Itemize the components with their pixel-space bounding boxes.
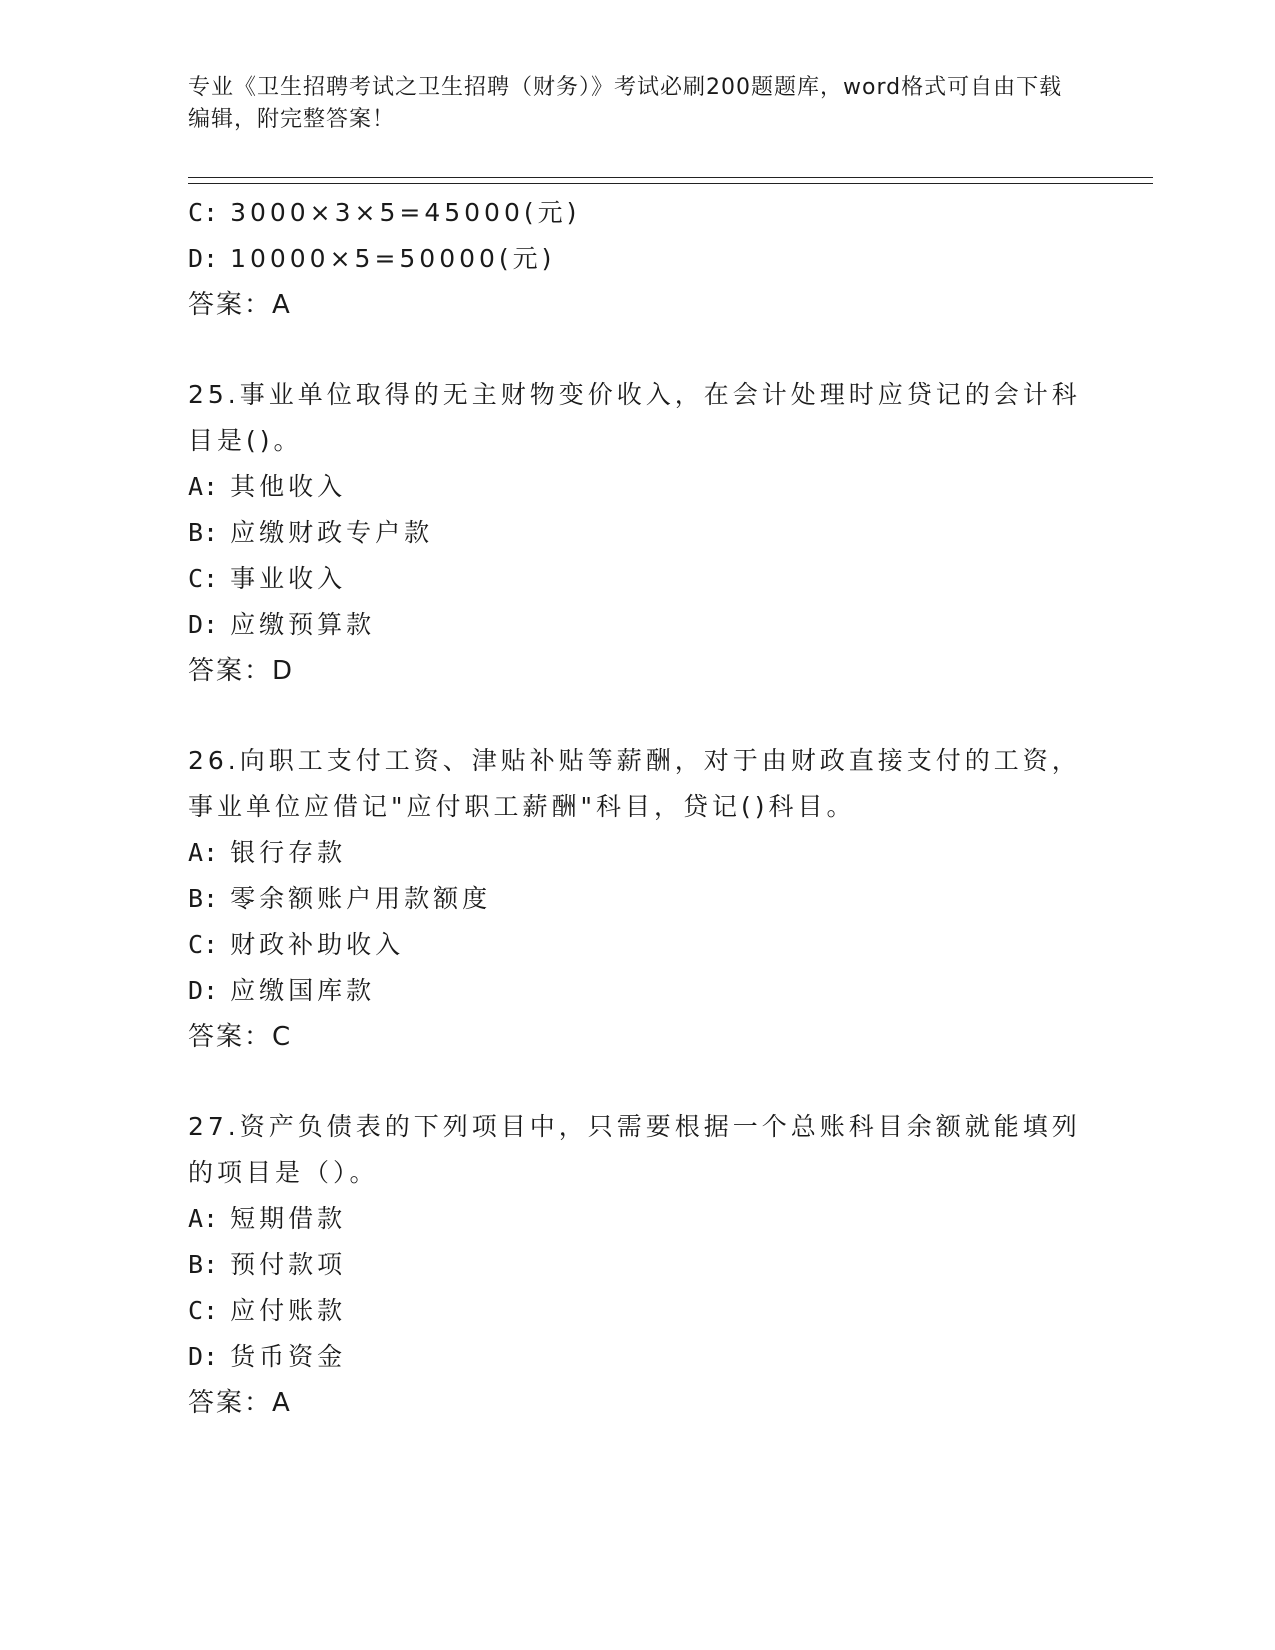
option-d bbox=[188, 968, 1088, 1014]
question-stem-line: 25.事业单位取得的无主财物变价收入，在会计处理时应贷记的会计科 bbox=[188, 380, 1081, 409]
option-text: 银行存款 bbox=[230, 838, 347, 867]
option-text: 10000×5=50000(元) bbox=[230, 244, 556, 273]
option-c bbox=[188, 190, 1088, 236]
option-label: C: bbox=[188, 198, 219, 227]
option-label: D: bbox=[188, 1342, 219, 1371]
option-b bbox=[188, 510, 1088, 556]
answer-line: 答案：D bbox=[188, 656, 295, 686]
answer-line: 答案：A bbox=[188, 290, 292, 320]
option-d bbox=[188, 1334, 1088, 1380]
option-label: A: bbox=[188, 838, 219, 867]
question-stem-line: 的项目是（）。 bbox=[188, 1158, 379, 1187]
option-label: C: bbox=[188, 564, 219, 593]
prev-question-block bbox=[188, 190, 1088, 328]
header-divider-top bbox=[188, 177, 1153, 178]
option-text: 应付账款 bbox=[230, 1296, 347, 1325]
option-text: 预付款项 bbox=[230, 1250, 347, 1279]
option-text: 3000×3×5=45000(元) bbox=[230, 198, 581, 227]
question-list bbox=[188, 190, 1088, 1426]
option-text: 货币资金 bbox=[230, 1342, 347, 1371]
option-label: D: bbox=[188, 244, 219, 273]
option-text: 短期借款 bbox=[230, 1204, 347, 1233]
option-label: B: bbox=[188, 1250, 219, 1279]
option-a bbox=[188, 1196, 1088, 1242]
option-label: D: bbox=[188, 976, 219, 1005]
header-divider-bottom bbox=[188, 183, 1153, 184]
option-label: C: bbox=[188, 1296, 219, 1325]
option-label: C: bbox=[188, 930, 219, 959]
option-text: 零余额账户用款额度 bbox=[230, 884, 492, 913]
option-d bbox=[188, 602, 1088, 648]
option-a bbox=[188, 830, 1088, 876]
option-d bbox=[188, 236, 1088, 282]
option-a bbox=[188, 464, 1088, 510]
option-text: 应缴国库款 bbox=[230, 976, 376, 1005]
option-text: 应缴财政专户款 bbox=[230, 518, 434, 547]
option-label: A: bbox=[188, 472, 219, 501]
answer-line: 答案：C bbox=[188, 1022, 293, 1052]
question-27 bbox=[188, 1104, 1088, 1426]
question-stem-line: 目是()。 bbox=[188, 426, 303, 455]
option-label: B: bbox=[188, 518, 219, 547]
option-b bbox=[188, 876, 1088, 922]
question-stem-line: 26.向职工支付工资、津贴补贴等薪酬，对于由财政直接支付的工资， bbox=[188, 746, 1081, 775]
option-label: D: bbox=[188, 610, 219, 639]
question-25 bbox=[188, 372, 1088, 694]
option-text: 应缴预算款 bbox=[230, 610, 376, 639]
option-text: 事业收入 bbox=[230, 564, 347, 593]
option-c bbox=[188, 922, 1088, 968]
option-text: 财政补助收入 bbox=[230, 930, 405, 959]
option-label: B: bbox=[188, 884, 219, 913]
question-stem-line: 事业单位应借记"应付职工薪酬"科目，贷记()科目。 bbox=[188, 792, 856, 821]
question-26 bbox=[188, 738, 1088, 1060]
option-c bbox=[188, 556, 1088, 602]
option-label: A: bbox=[188, 1204, 219, 1233]
option-text: 其他收入 bbox=[230, 472, 347, 501]
option-b bbox=[188, 1242, 1088, 1288]
question-stem-line: 27.资产负债表的下列项目中，只需要根据一个总账科目余额就能填列 bbox=[188, 1112, 1081, 1141]
option-c bbox=[188, 1288, 1088, 1334]
answer-line: 答案：A bbox=[188, 1388, 292, 1418]
document-header: 专业《卫生招聘考试之卫生招聘（财务）》考试必刷200题题库，word格式可自由下载编辑，附完整答案！ bbox=[188, 75, 1063, 132]
